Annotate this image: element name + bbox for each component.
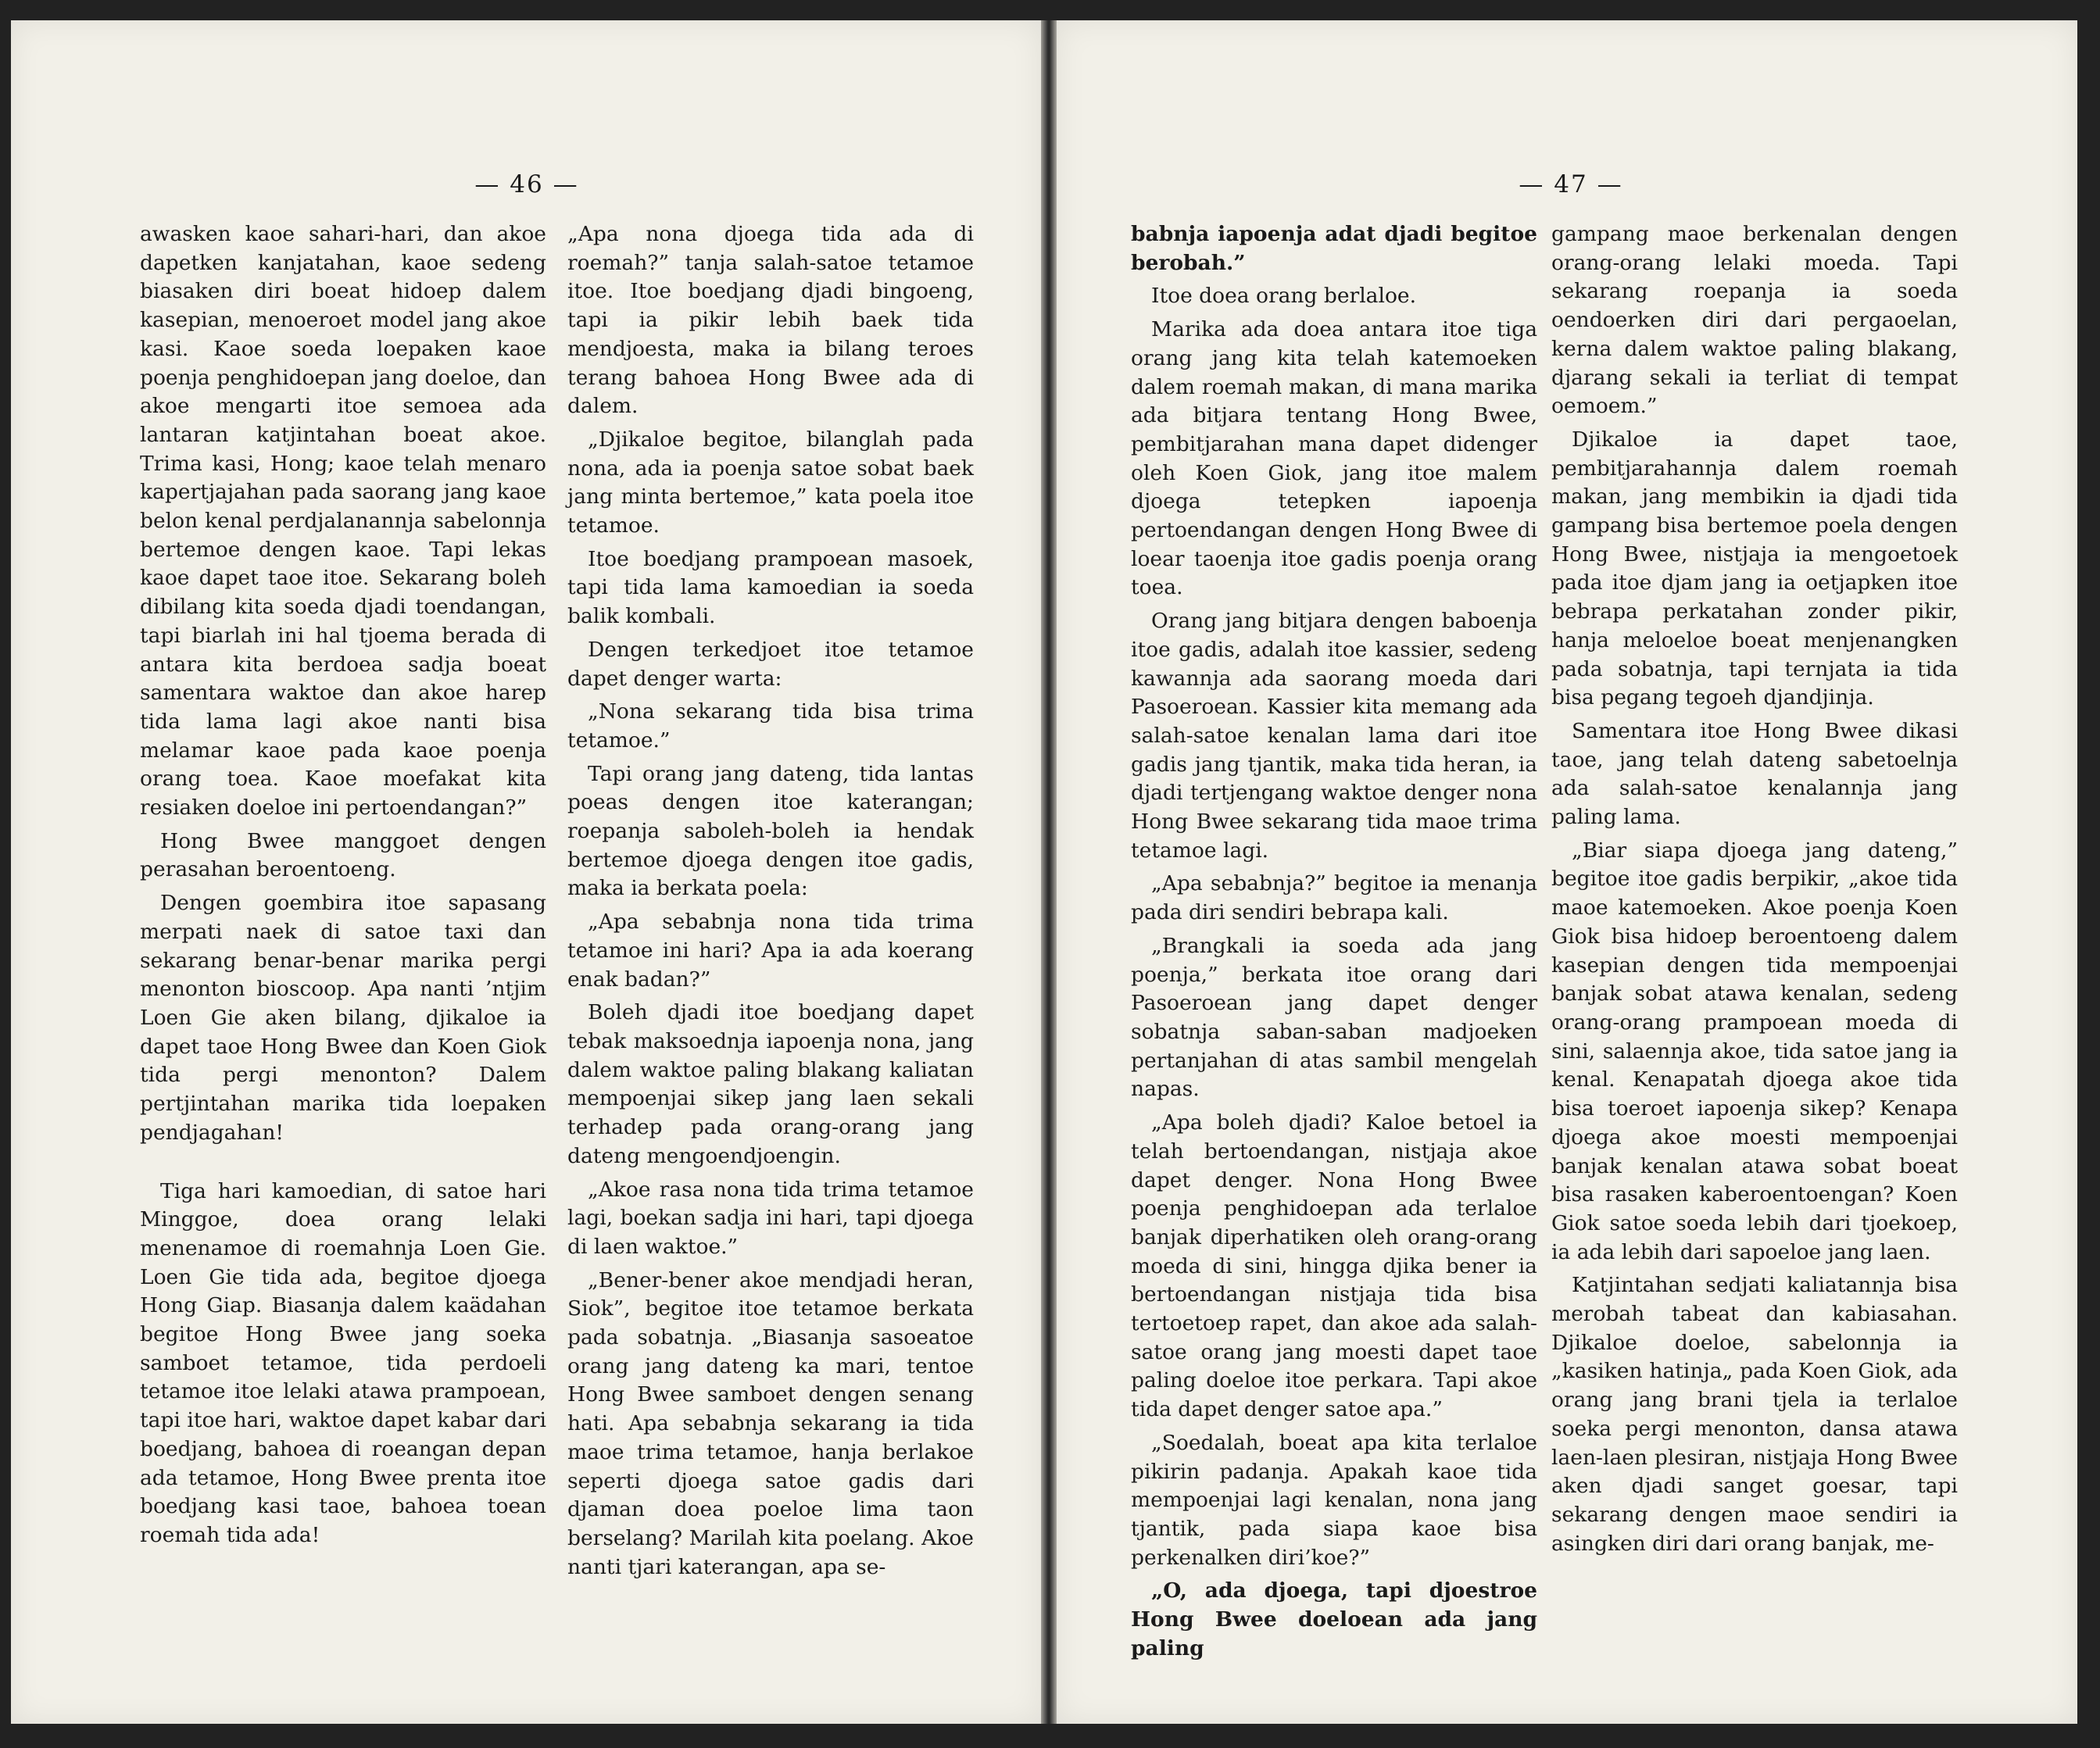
page-number: — 47 — <box>1519 170 1623 198</box>
paragraph: awasken kaoe sahari-hari, dan akoe dapetken kanjatahan, kaoe sedeng biasaken diri boeat hidoep dalem kasepian, menoeroet model jang akoe kasi. Kaoe soeda loepaken kaoe poenja penghidoepan jang doeloe, dan akoe mengarti itoe semoea ada lantaran katjintahan boeat akoe. Trima kasi, Hong; kaoe telah menaro kapertjajahan pada saorang jang kaoe belon kenal perdjalanannja sabelonnja bertemoe dengen kaoe. Tapi lekas kaoe dapet taoe itoe. Sekarang boleh dibilang kita soeda djadi toendangan, tapi biarlah ini hal tjoema berada di antara kita berdoea sadja boeat samentara waktoe dan akoe harep tida lama lagi akoe nanti bisa melamar kaoe pada kaoe poenja orang toea. Kaoe moefakat kita resiaken doeloe ini pertoendangan?” <box>140 222 546 820</box>
text-column-right <box>567 220 974 1586</box>
paragraph: „Brangkali ia soeda ada jang poenja,” berkata itoe orang dari Pasoeroean jang dapet denger sobatnja saban-saban madjoeken pertanjahan di atas sambil mengelah napas. <box>1131 933 1537 1102</box>
text-column-right <box>1551 220 1958 1563</box>
text-column-left <box>1131 220 1537 1668</box>
paragraph: „Djikaloe begitoe, bilanglah pada nona, ada ia poenja satoe sobat baek jang minta bertemoe,” kata poela itoe tetamoe. <box>567 427 974 538</box>
paragraph: „Apa sebabnja nona tida trima tetamoe ini hari? Apa ia ada koerang enak badan?” <box>567 910 974 992</box>
paragraph: „O, ada djoega, tapi djoestroe Hong Bwee doeloean ada jang paling <box>1131 1578 1537 1660</box>
paragraph: Dengen goembira itoe sapasang merpati naek di satoe taxi dan sekarang benar-benar marika pergi menonton bioscoop. Apa nanti ’ntjim Loen Gie aken bilang, djikaloe ia dapet taoe Hong Bwee dan Koen Giok tida pergi menonton? Dalem pertjintahan marika tida loepaken pendjagahan! <box>140 891 546 1145</box>
paragraph: gampang maoe berkenalan dengen orang-orang lelaki moeda. Tapi sekarang roepanja ia soeda oendoerken diri dari pergaoelan, kerna dalem waktoe paling blakang, djarang sekali ia terliat di tempat oemoem.” <box>1551 222 1958 419</box>
paragraph: Marika ada doea antara itoe tiga orang jang kita telah katemoeken dalem roemah makan, di mana marika ada bitjara tentang Hong Bwee, pembitjarahan mana dapet didenger oleh Koen Giok, jang itoe malem djoega tetepken iapoenja pertoendangan dengen Hong Bwee di loear taoenja itoe gadis poenja orang toea. <box>1131 317 1537 600</box>
paragraph: Dengen terkedjoet itoe tetamoe dapet denger warta: <box>567 637 974 691</box>
paragraph: Boleh djadi itoe boedjang dapet tebak maksoednja iapoenja nona, jang dalem waktoe paling blakang kaliatan mempoenjai sikep jang laen sekali terhadep pada orang-orang jang dateng mengoendjoengin. <box>567 1000 974 1168</box>
paragraph: Tapi orang jang dateng, tida lantas poeas dengen itoe katerangan; roepanja saboleh-boleh ia hendak bertemoe djoega dengen itoe gadis, maka ia berkata poela: <box>567 761 974 901</box>
paragraph: „Akoe rasa nona tida trima tetamoe lagi, boekan sadja ini hari, tapi djoega di laen waktoe.” <box>567 1177 974 1259</box>
paragraph: „Apa nona djoega tida ada di roemah?” tanja salah-satoe tetamoe itoe. Itoe boedjang djadi bingoeng, tapi ia pikir lebih baek tida mendjoesta, maka ia bilang teroes terang bahoea Hong Bwee ada di dalem. <box>567 222 974 419</box>
paragraph: „Soedalah, boeat apa kita terlaloe pikirin padanja. Apakah kaoe tida mempoenjai lagi kenalan, nona jang tjantik, pada siapa kaoe bisa perkenalken diri’koe?” <box>1131 1430 1537 1570</box>
right-page <box>1057 20 2077 1724</box>
paragraph: Itoe boedjang prampoean masoek, tapi tida lama kamoedian ia soeda balik kombali. <box>567 546 974 629</box>
paragraph: Orang jang bitjara dengen baboenja itoe gadis, adalah itoe kassier, sedeng kawannja ada saorang moeda dari Pasoeroean. Kassier kita memang ada salah-satoe kenalan lama dari itoe gadis jang tjantik, maka tida heran, ia djadi tertjengang waktoe denger nona Hong Bwee sekarang tida maoe trima tetamoe lagi. <box>1131 609 1537 863</box>
paragraph: Tiga hari kamoedian, di satoe hari Minggoe, doea orang lelaki menenamoe di roemahnja Loen Gie. Loen Gie tida ada, begitoe djoega Hong Giap. Biasanja dalem kaädahan begitoe Hong Bwee jang soeka samboet tetamoe, tida perdoeli tetamoe itoe lelaki atawa prampoean, tapi itoe hari, waktoe dapet kabar dari boedjang, bahoea di roeangan depan ada tetamoe, Hong Bwee prenta itoe boedjang kasi taoe, bahoea toean roemah tida ada! <box>140 1178 546 1547</box>
paragraph: Itoe doea orang berlaloe. <box>1151 284 1417 309</box>
paragraph: Samentara itoe Hong Bwee dikasi taoe, jang telah dateng sabetoelnja ada salah-satoe kenalannja jang paling lama. <box>1551 718 1958 830</box>
paragraph: Djikaloe ia dapet taoe, pembitjarahannja dalem roemah makan, jang membikin ia djadi tida gampang bisa bertemoe poela dengen Hong Bwee, nistjaja ia mengoetoek pada itoe djam jang ia oetjapken itoe bebrapa perkatahan zonder pikir, hanja meloeloe boeat menjenangken pada sobatnja, tapi ternjata ia tida bisa pegang tegoeh djandjinja. <box>1551 427 1958 710</box>
paragraph: „Bener-bener akoe mendjadi heran, Siok”, begitoe itoe tetamoe berkata pada sobatnja. „Biasanja sasoeatoe orang jang dateng ka mari, tentoe Hong Bwee samboet dengen senang hati. Apa sebabnja sekarang ia tida maoe trima tetamoe, hanja berlakoe seperti djoega satoe gadis dari djaman doea poeloe lima taon berselang? Marilah kita poelang. Akoe nanti tjari katerangan, apa se- <box>567 1267 974 1579</box>
paragraph: babnja iapoenja adat djadi begitoe berobah.” <box>1131 222 1537 275</box>
paragraph: Hong Bwee manggoet dengen perasahan beroentoeng. <box>140 828 546 882</box>
page-number: — 46 — <box>474 170 579 198</box>
left-page <box>11 20 1041 1724</box>
paragraph: Katjintahan sedjati kaliatannja bisa merobah tabeat dan kabiasahan. Djikaloe doeloe, sabelonnja ia „kasiken hatinja„ pada Koen Giok, ada orang jang brani tjela ia terlaloe soeka pergi menonton, dansa atawa laen-laen plesiran, nistjaja Hong Bwee aken djadi sanget goesar, tapi sekarang dengen maoe sendiri ia asingken diri dari orang banjak, me- <box>1551 1273 1958 1556</box>
paragraph: „Apa boleh djadi? Kaloe betoel ia telah bertoendangan, nistjaja akoe dapet denger. Nona Hong Bwee poenja penghidoepan ada terlaloe banjak diperhatiken oleh orang-orang moeda di sini, hingga djika bener ia bertoendangan nistjaja tida bisa tertoetoep rapet, dan akoe ada salah-satoe orang jang moesti dapet taoe paling doeloe itoe perkara. Tapi akoe tida dapet denger satoe apa.” <box>1131 1110 1537 1422</box>
book-gutter <box>1041 20 1057 1724</box>
paragraph: „Biar siapa djoega jang dateng,” begitoe itoe gadis berpikir, „akoe tida maoe katemoeken. Akoe poenja Koen Giok bisa hidoep beroentoeng dalem kasepian dengen tida mempoenjai banjak sobat atawa kenalan, sedeng orang-orang prampoean moeda di sini, salaennja akoe, tida satoe jang ia kenal. Kenapatah djoega akoe tida bisa toeroet iapoenja sikep? Kenapa djoega akoe moesti mempoenjai banjak kenalan atawa sobat boeat bisa rasaken kaberoentoengan? Koen Giok satoe soeda lebih dari tjoekoep, ia ada lebih dari sapoeloe jang laen. <box>1551 838 1958 1264</box>
paragraph: „Nona sekarang tida bisa trima tetamoe.” <box>567 699 974 752</box>
text-column-left <box>140 220 546 1555</box>
paragraph: „Apa sebabnja?” begitoe ia menanja pada diri sendiri bebrapa kali. <box>1131 871 1537 925</box>
